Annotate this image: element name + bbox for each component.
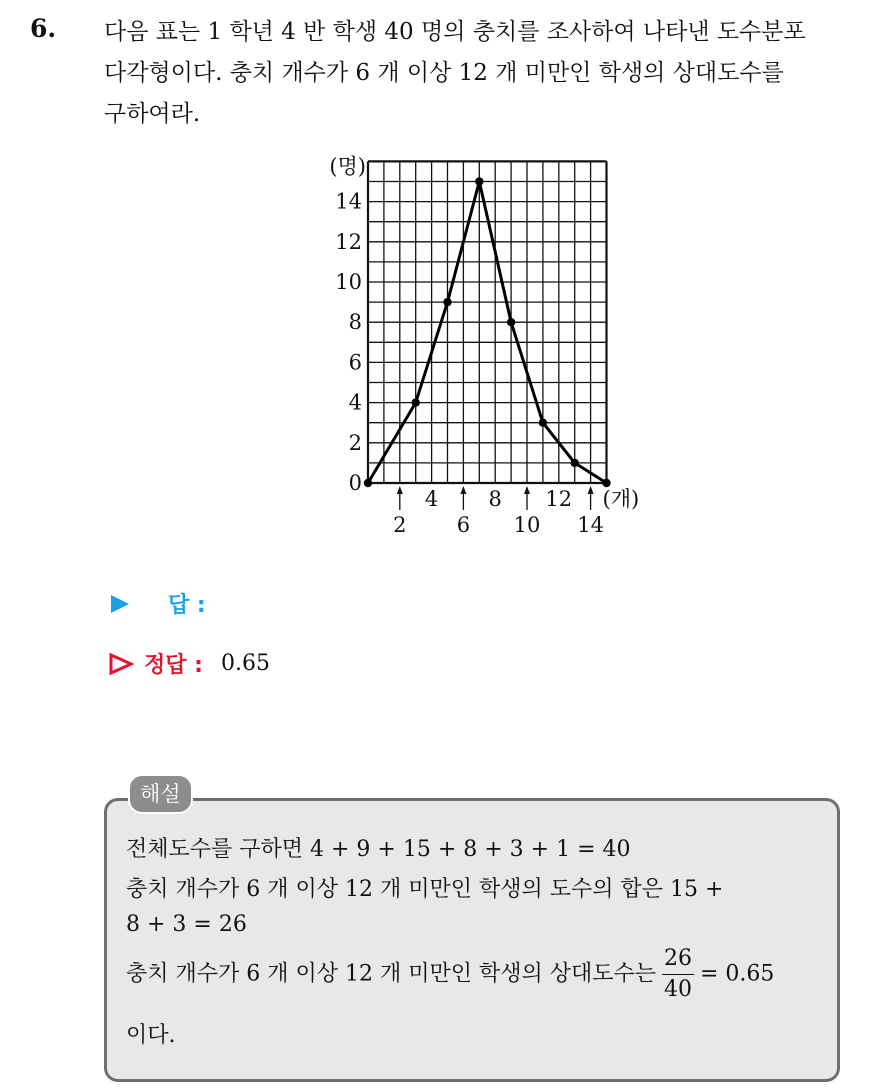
play-triangle-icon — [108, 593, 130, 615]
x-tick-label: 14 — [577, 513, 604, 537]
solution-fraction-prefix: 충치 개수가 6 개 이상 12 개 미만인 학생의 상대도수는 — [126, 961, 656, 987]
data-point — [475, 177, 483, 185]
y-tick-label: 2 — [348, 430, 362, 455]
fraction-numerator: 26 — [662, 948, 694, 975]
data-point — [507, 318, 515, 326]
x-tick-label: 2 — [393, 513, 407, 537]
y-axis-label: (명) — [329, 154, 366, 179]
solution-tag: 해설 — [128, 774, 193, 814]
question-line: 구하여라. — [104, 101, 201, 127]
data-point — [602, 479, 610, 487]
y-tick-label: 8 — [348, 310, 362, 335]
y-tick-label: 12 — [335, 229, 362, 254]
question-line: 다각형이다. 충치 개수가 6 개 이상 12 개 미만인 학생의 상대도수를 — [104, 60, 784, 86]
x-tick-label: 8 — [488, 487, 502, 511]
x-tick-label: 6 — [456, 513, 471, 537]
x-tick-arrowhead — [397, 486, 403, 494]
correct-answer-row — [108, 648, 270, 679]
answer-label: 답 : — [168, 593, 206, 618]
y-tick-label: 10 — [335, 270, 362, 294]
y-tick-label: 4 — [348, 390, 362, 415]
question-number: 6. — [30, 14, 57, 43]
solution-line: 충치 개수가 6 개 이상 12 개 미만인 학생의 도수의 합은 15 + — [126, 877, 724, 902]
x-tick-label: 10 — [513, 513, 541, 537]
data-point — [443, 298, 451, 306]
x-tick-label: 4 — [424, 487, 439, 511]
question-text — [104, 12, 864, 135]
x-tick-arrowhead — [460, 486, 466, 494]
x-axis-label: (개) — [602, 487, 640, 511]
data-point — [539, 419, 547, 427]
y-tick-label: 0 — [348, 471, 362, 495]
y-tick-label: 6 — [348, 350, 362, 375]
fraction — [662, 948, 694, 1001]
series-line — [368, 182, 607, 484]
data-point — [364, 479, 372, 487]
solution-fraction-suffix: = 0.65 — [699, 961, 775, 987]
data-point — [412, 398, 420, 406]
solution-line-fraction — [126, 948, 774, 1001]
y-tick-label: 14 — [335, 189, 362, 214]
outline-triangle-icon — [108, 652, 134, 676]
question-line: 다음 표는 1 학년 4 반 학생 40 명의 충치를 조사하여 나타낸 도수분포 — [104, 19, 806, 45]
x-tick-label: 12 — [545, 487, 573, 511]
fraction-denominator: 40 — [663, 977, 692, 1002]
correct-answer-label: 정답 : — [144, 653, 203, 678]
solution-line: 8 + 3 = 26 — [126, 912, 247, 937]
frequency-polygon-chart — [300, 150, 660, 550]
data-point — [571, 459, 579, 467]
x-tick-arrowhead — [524, 486, 530, 494]
solution-line: 이다. — [126, 1023, 176, 1048]
solution-line: 전체도수를 구하면 4 + 9 + 15 + 8 + 3 + 1 = 40 — [126, 837, 631, 862]
answer-row — [108, 588, 206, 619]
correct-answer-value: 0.65 — [220, 651, 270, 676]
x-tick-arrowhead — [588, 486, 594, 494]
